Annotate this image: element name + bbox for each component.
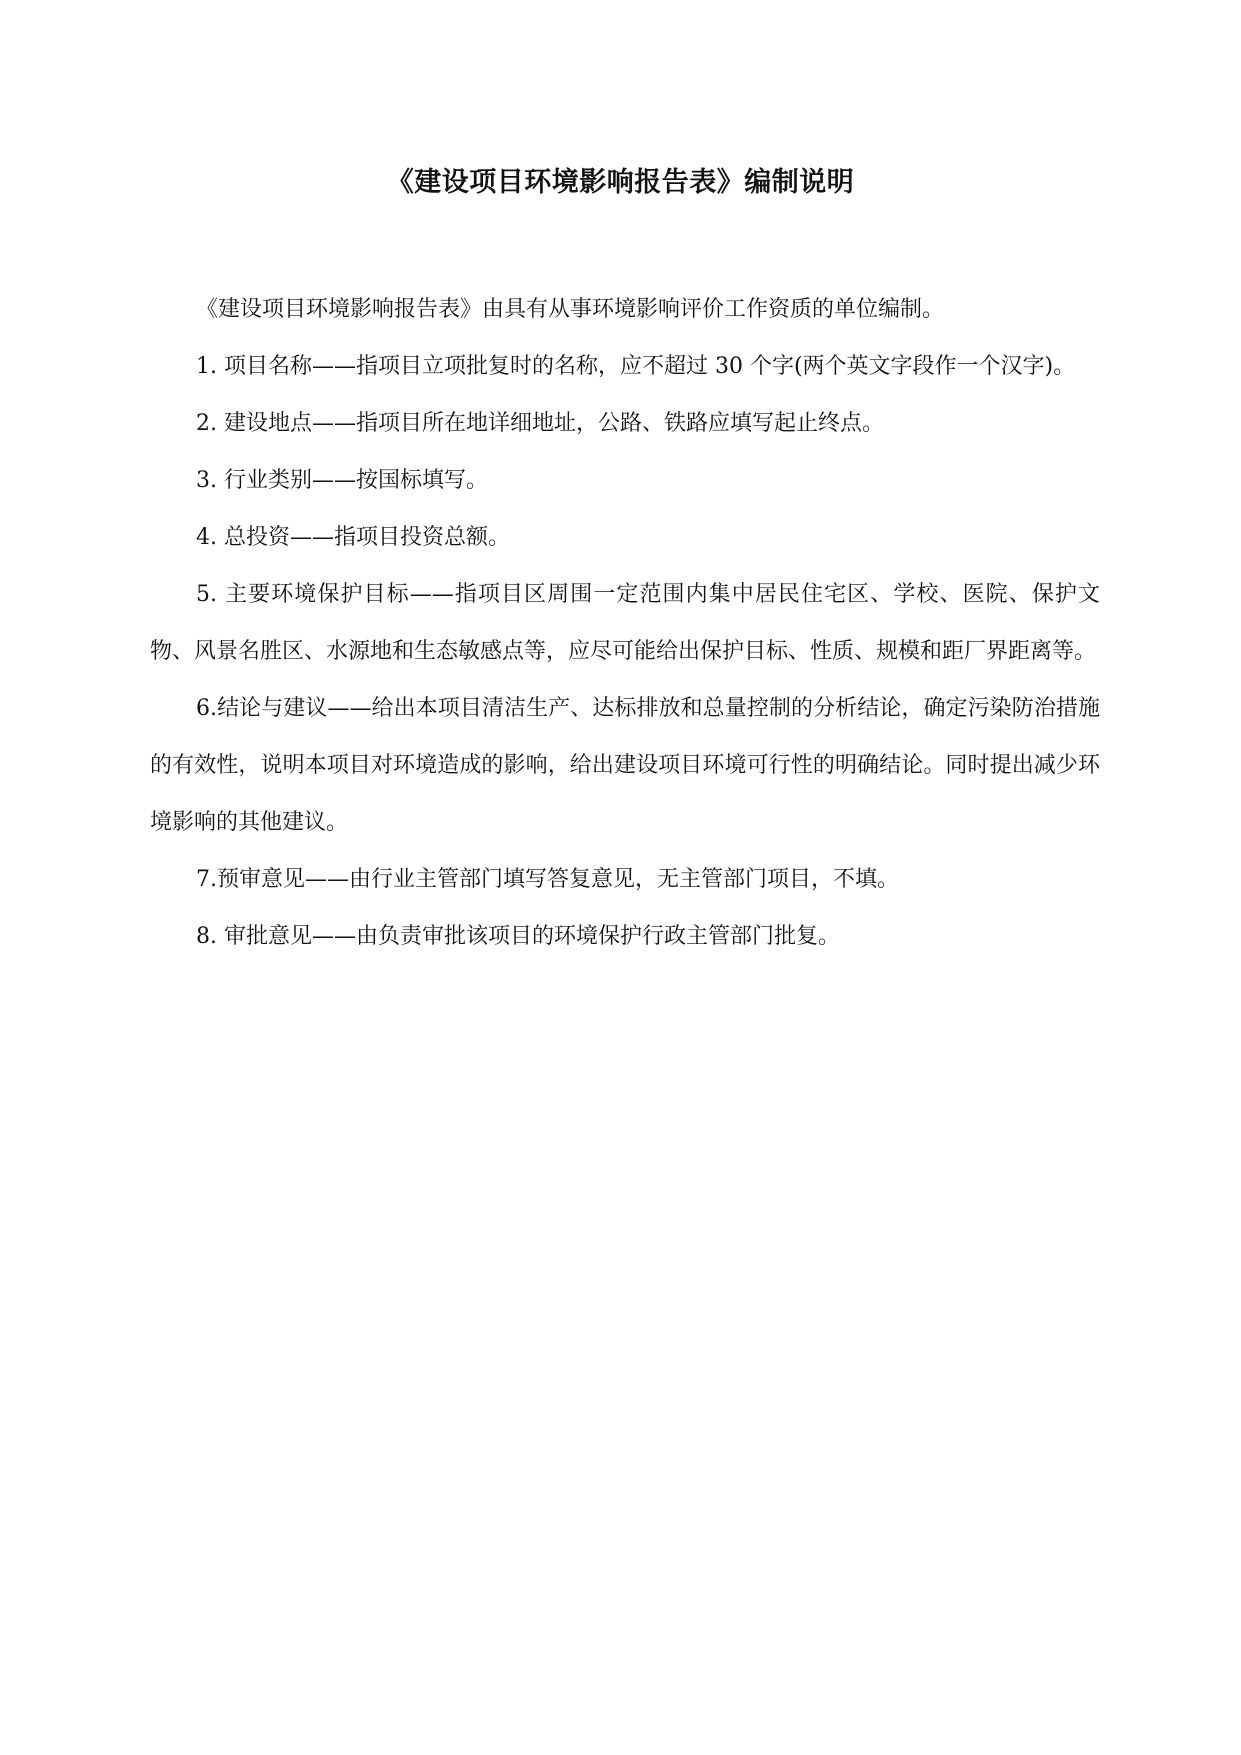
paragraph-item-2: 2. 建设地点——指项目所在地详细地址，公路、铁路应填写起止终点。: [196, 411, 884, 436]
paragraph-item-1: 1. 项目名称——指项目立项批复时的名称，应不超过 30 个字(两个英文字段作一个汉字)。: [196, 354, 1076, 379]
document-title: 《建设项目环境影响报告表》编制说明: [386, 167, 855, 198]
document-body: [150, 281, 1100, 965]
paragraph-intro: 《建设项目环境影响报告表》由具有从事环境影响评价工作资质的单位编制。: [196, 297, 945, 322]
paragraph-item-4: 4. 总投资——指项目投资总额。: [196, 525, 510, 550]
paragraph-item-5: 5. 主要环境保护目标——指项目区周围一定范围内集中居民住宅区、学校、医院、保护文物、风景名胜区、水源地和生态敏感点等，应尽可能给出保护目标、性质、规模和距厂界距离等。: [150, 582, 1100, 664]
paragraph-item-6: 6.结论与建议——给出本项目清洁生产、达标排放和总量控制的分析结论，确定污染防治措施的有效性，说明本项目对环境造成的影响，给出建设项目环境可行性的明确结论。同时提出减少环境影响的其他建议。: [150, 696, 1100, 835]
paragraph-item-8: 8. 审批意见——由负责审批该项目的环境保护行政主管部门批复。: [196, 924, 840, 949]
paragraph-item-7: 7.预审意见——由行业主管部门填写答复意见，无主管部门项目，不填。: [196, 867, 899, 892]
paragraph-item-3: 3. 行业类别——按国标填写。: [196, 468, 488, 493]
